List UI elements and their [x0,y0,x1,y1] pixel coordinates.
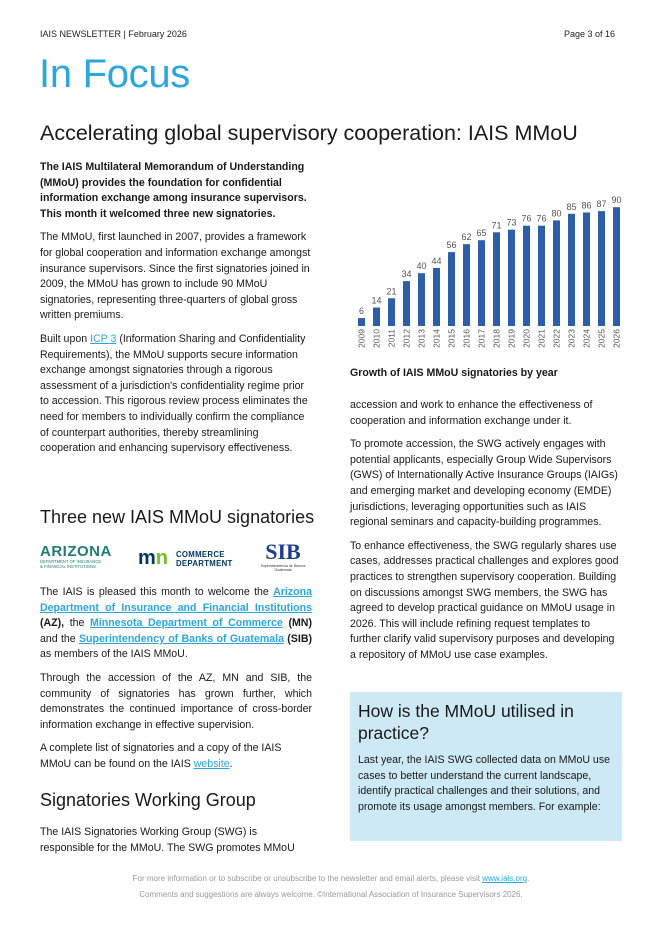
bar-2012 [403,281,410,326]
x-tick-2024: 2024 [581,329,592,348]
page-number: Page 3 of 16 [563,29,615,39]
x-tick-2022: 2022 [551,329,562,348]
text: . [229,757,233,770]
right-paragraph-2: To promote accession, the SWG actively engages with potential applicants, especially Group Wide Supervisors (GWS) of Internationally Active Insurance Groups (IAIGs) and emerging market and developing economy (EMDE) jurisdictions, leveraging opportunities such as IAIS regional seminars and capacity-building programmes. [350,438,618,529]
x-tick-2015: 2015 [446,329,457,348]
value-label-2013: 40 [416,261,427,272]
text: . [527,874,530,883]
callout-box [350,692,622,841]
swg-heading: Signatories Working Group [40,790,256,810]
value-label-2026: 90 [611,195,622,206]
bar-2025 [598,211,605,326]
right-column [350,398,622,672]
value-label-2025: 87 [596,199,607,210]
section-label: In Focus [39,52,190,96]
new-signatories-heading: Three new IAIS MMoU signatories [40,507,315,527]
text: (SIB) [284,632,312,645]
x-tick-2010: 2010 [371,329,382,348]
newsletter-header: IAIS NEWSLETTER | February 2026 [40,29,187,39]
bar-2017 [478,240,485,326]
bar-2021 [538,226,545,326]
value-label-2017: 65 [476,228,487,239]
text: For more information or to subscribe or unsubscribe to the newsletter and email alerts, please visit [132,874,483,883]
text: (Information Sharing and Confidentiality Requirements), the MMoU supports secure information exchange amongst signatories through a rigorous assessment of a jurisdiction's confidentiality regime prior to accession. This rigorous review process eliminates the need for members to individually confirm the compliance of counterpart authorities, thereby streamlining cooperation and enhancing supervisory effectiveness. [40,332,308,455]
bar-2015 [448,252,455,326]
right-paragraph-3: To enhance effectiveness, the SWG regularly shares use cases, addresses practical challenges and explores good practices to strengthen supervisory cooperation. Building on discussions amongst SWG members, the SWG has agreed to develop practical guidance on MMoU usage in 2026. This will include refining request templates to further clarify valid supervisory purposes and developing a repository of MMoU use case examples. [350,539,619,661]
value-label-2023: 85 [566,201,577,212]
x-tick-2020: 2020 [521,329,532,348]
value-label-2022: 80 [551,208,562,219]
website-link[interactable]: website [193,757,230,770]
bar-2009 [358,318,365,326]
value-label-2015: 56 [446,240,457,251]
x-tick-2009: 2009 [356,329,367,348]
signatories-bar-chart [350,188,628,360]
text: (MN) [282,617,312,630]
arizona-link[interactable]: Arizona Department of Insurance and Financial Institutions [40,586,312,614]
guatemala-link[interactable]: Superintendency of Banks of Guatemala [78,632,284,645]
text: (AZ), [40,617,65,630]
bar-2018 [493,232,500,326]
text: as members of the IAIS MMoU. [40,648,188,661]
x-tick-2011: 2011 [386,329,397,348]
value-label-2009: 6 [358,306,365,317]
bar-2019 [508,230,515,326]
footer-line-2: Comments and suggestions are always welcome. ©International Association of Insurance Supervisors 2026. [139,890,523,899]
value-label-2018: 71 [491,220,502,231]
mn-logo-line1: COMMERCE [176,550,225,559]
signatory-logos [40,540,312,574]
text: the [64,617,91,630]
value-label-2010: 14 [371,295,382,306]
x-tick-2026: 2026 [611,329,622,348]
intro-lead: The IAIS Multilateral Memorandum of Understanding (MMoU) provides the foundation for confidential information exchange among insurance supervisors. This month it welcomed three new signatories. [40,161,307,220]
x-tick-2025: 2025 [596,329,607,348]
bar-2023 [568,214,575,326]
text: The IAIS is pleased this month to welcome the [40,586,274,598]
value-label-2021: 76 [536,213,547,224]
icp3-link[interactable]: ICP 3 [90,332,117,345]
x-tick-2018: 2018 [491,329,502,348]
x-tick-2014: 2014 [431,329,442,348]
x-tick-2013: 2013 [416,329,427,348]
bar-2024 [583,212,590,326]
intro-paragraph-2 [40,332,312,457]
bar-2026 [613,207,620,326]
x-tick-2023: 2023 [566,329,577,348]
value-label-2019: 73 [506,217,517,228]
minnesota-commerce-logo [138,546,248,570]
arizona-logo [40,544,130,569]
sib-guatemala-logo [258,540,308,574]
mn-logo-line2: DEPARTMENT [176,559,233,568]
bar-2020 [523,226,530,326]
bar-2022 [553,220,560,326]
callout-title: How is the MMoU utilised in practice? [358,701,574,743]
value-label-2014: 44 [431,255,442,266]
arizona-logo-sub2: & FINANCIAL INSTITUTIONS [40,564,96,569]
arizona-logo-word: ARIZONA [40,543,112,560]
mn-logo-text [176,550,233,568]
x-tick-2016: 2016 [461,329,472,348]
mn-logo-mark: mn [138,547,169,569]
value-label-2024: 86 [581,200,592,211]
text: and the [40,632,79,645]
bar-2016 [463,244,470,326]
bar-2013 [418,273,425,326]
value-label-2012: 34 [401,269,412,280]
x-tick-2017: 2017 [476,329,487,348]
value-label-2016: 62 [461,232,472,243]
text: Built upon [40,332,91,345]
x-tick-2019: 2019 [506,329,517,348]
welcome-paragraph [40,585,312,663]
intro-paragraph-1: The MMoU, first launched in 2007, provides a framework for global cooperation and information exchange amongst insurance supervisors. Since the first signatories joined in 2009, the MMoU has grown to include 90 MMoU signatories, representing three-quarters of global gross written premiums. [40,231,311,322]
left-column [40,160,312,465]
swg-paragraph: The IAIS Signatories Working Group (SWG) is responsible for the MMoU. The SWG promotes MMoU [40,826,295,854]
text: A complete list of signatories and a copy of the IAIS MMoU can be found on the IAIS [40,742,282,770]
sib-logo-word: SIB [265,539,301,564]
arizona-logo-sub1: DEPARTMENT OF INSURANCE [40,559,102,564]
website-paragraph [40,741,312,772]
chart-caption: Growth of IAIS MMoU signatories by year [350,367,558,379]
iais-site-link[interactable]: www.iais.org [482,874,528,883]
bar-2011 [388,298,395,326]
minnesota-link[interactable]: Minnesota Department of Commerce [90,617,283,630]
accession-paragraph: Through the accession of the AZ, MN and SIB, the community of signatories has grown further, which demonstrates the continued importance of cross-border information exchange in effective supervision. [40,671,312,731]
right-paragraph-1: accession and work to enhance the effectiveness of cooperation and information exchange under it. [350,399,593,427]
footer-line-1 [0,874,662,883]
bar-2014 [433,268,440,326]
article-title: Accelerating global supervisory cooperation: IAIS MMoU [40,121,578,145]
x-tick-2012: 2012 [401,329,412,348]
swg-text [40,825,312,864]
callout-text: Last year, the IAIS SWG collected data on MMoU use cases to better understand the current landscape, identify practical challenges and their solutions, and promote its usage amongst members. For example: [358,754,611,813]
sib-logo-sub: Superintendencia de Bancos Guatemala [260,564,306,572]
value-label-2020: 76 [521,213,532,224]
signatories-text [40,585,312,781]
x-tick-2021: 2021 [536,329,547,348]
bar-2010 [373,308,380,326]
value-label-2011: 21 [386,286,397,297]
